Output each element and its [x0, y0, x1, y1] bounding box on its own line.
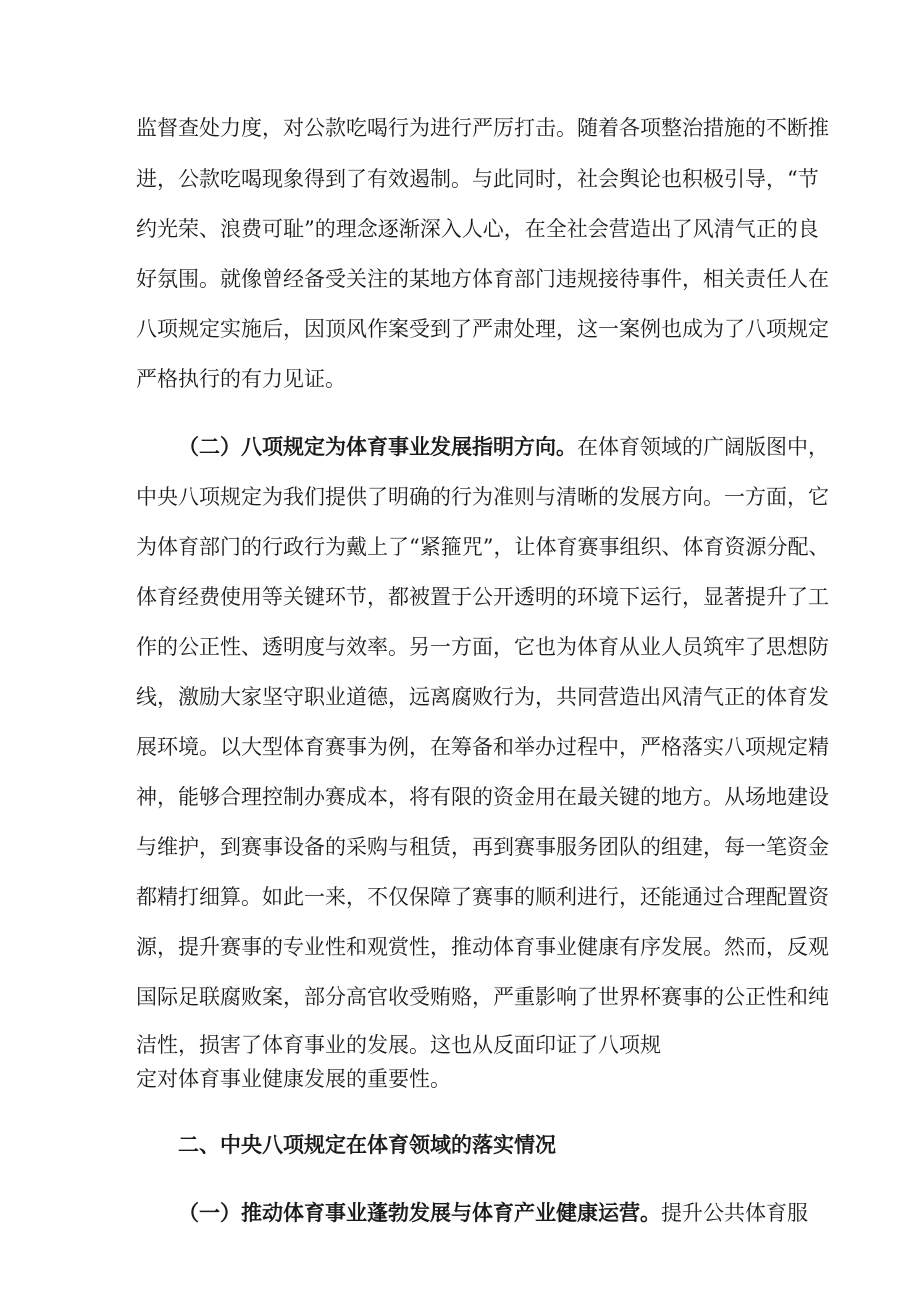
body-text-line: 为体育部门的行政行为戴上了“紧箍咒”，让体育赛事组织、体育资源分配、	[136, 535, 830, 559]
body-text-line: 神，能够合理控制办赛成本，将有限的资金用在最关键的地方。从场地建设	[136, 785, 829, 809]
body-text-span: 在体育领域的广阔版图中，	[577, 435, 829, 459]
paragraph-first-line	[178, 434, 829, 460]
subsection-heading: （一）推动体育事业蓬勃发展与体育产业健康运营。	[178, 1200, 661, 1225]
body-text-line: 与维护，到赛事设备的采购与租赁，再到赛事服务团队的组建，每一笔资金	[136, 835, 829, 859]
body-text-line: 线，激励大家坚守职业道德，远离腐败行为，共同营造出风清气正的体育发	[136, 685, 829, 709]
body-text-line: 国际足联腐败案，部分高官收受贿赂，严重影响了世界杯赛事的公正性和纯	[136, 985, 829, 1009]
body-text-span: 提升公共体育服	[661, 1201, 808, 1225]
body-text-line: 好氛围。就像曾经备受关注的某地方体育部门违规接待事件，相关责任人在	[136, 267, 829, 291]
body-text-line: 八项规定实施后，因顶风作案受到了严肃处理，这一案例也成为了八项规定	[136, 317, 829, 341]
body-text-line: 体育经费使用等关键环节，都被置于公开透明的环境下运行，显著提升了工	[136, 585, 829, 609]
body-text-line: 展环境。以大型体育赛事为例，在筹备和举办过程中，严格落实八项规定精	[136, 735, 829, 759]
subsection-heading: （二）八项规定为体育事业发展指明方向。	[178, 434, 577, 459]
body-text-line: 洁性，损害了体育事业的发展。这也从反面印证了八项规	[136, 1033, 661, 1057]
body-text-line: 严格执行的有力见证。	[136, 367, 346, 391]
body-text-line: 中央八项规定为我们提供了明确的行为准则与清晰的发展方向。一方面，它	[136, 485, 829, 509]
paragraph-first-line	[178, 1200, 808, 1226]
section-heading: 二、中央八项规定在体育领域的落实情况	[178, 1132, 556, 1157]
body-text-line: 进，公款吃喝现象得到了有效遏制。与此同时，社会舆论也积极引导，“节	[136, 167, 819, 191]
body-text-line: 源，提升赛事的专业性和观赏性，推动体育事业健康有序发展。然而，反观	[136, 935, 829, 959]
body-text-line: 约光荣、浪费可耻”的理念逐渐深入人心，在全社会营造出了风清气正的良	[136, 217, 819, 241]
body-text-line: 定对体育事业健康发展的重要性。	[136, 1067, 451, 1091]
body-text-line: 作的公正性、透明度与效率。另一方面，它也为体育从业人员筑牢了思想防	[136, 635, 829, 659]
body-text-line: 都精打细算。如此一来，不仅保障了赛事的顺利进行，还能通过合理配置资	[136, 885, 829, 909]
body-text-line: 监督查处力度，对公款吃喝行为进行严厉打击。随着各项整治措施的不断推	[136, 116, 829, 140]
